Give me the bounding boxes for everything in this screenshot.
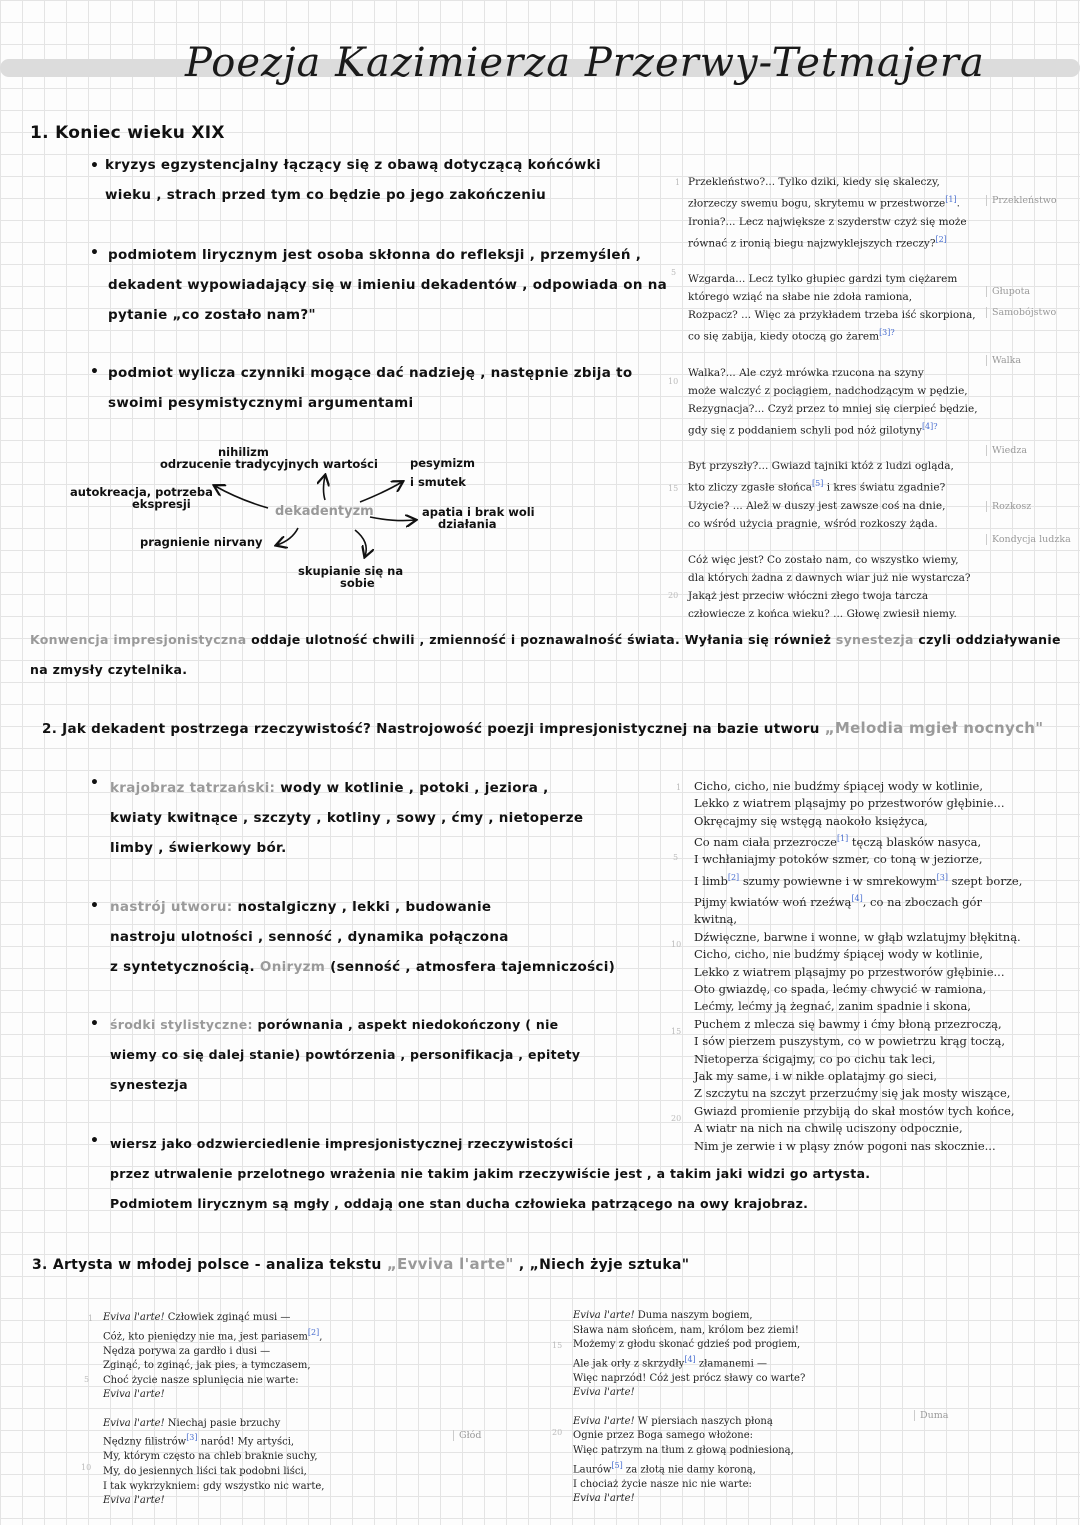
bullet-dot: • bbox=[90, 775, 99, 791]
mindmap-skupianie: skupianie się na bbox=[298, 564, 404, 578]
s1-bullet1-line2: wieku , strach przed tym co będzie po jego zakończeniu bbox=[105, 187, 547, 203]
line-number: 15 bbox=[668, 484, 679, 493]
mindmap-sobie: sobie bbox=[340, 576, 375, 590]
poem1-stanza: Wzgarda... Lecz tylko głupiec gardzi tym ciężarem którego wziąć na słabe nie zdoła ramiona, Rozpacz? ... Więc za przykładem trzeba iść skorpiona, co się zabija, kiedy otoczą go żarem$^{[3]?}$ bbox=[688, 273, 976, 343]
s2-bullet1-line1: krajobraz tatrzański: wody w kotlinie , potoki , jeziora , bbox=[110, 780, 549, 796]
s1-bullet2-line1: podmiotem lirycznym jest osoba skłonna do refleksji , przemyśleń , bbox=[108, 247, 642, 263]
side-note: Samobójstwo bbox=[986, 307, 1056, 318]
s2-bullet4-line3: Podmiotem lirycznym są mgły , oddają one stan ducha człowieka patrzącego na owy krajobraz. bbox=[110, 1196, 809, 1211]
arrow-pesymizm bbox=[360, 482, 402, 502]
page-title: Poezja Kazimierza Przerwy-Tetmajera bbox=[185, 40, 985, 86]
mindmap-odrzucenie: odrzucenie tradycyjnych wartości bbox=[160, 457, 378, 471]
mindmap-autokreacja: autokreacja, potrzeba bbox=[70, 485, 213, 499]
side-note: Przekleństwo bbox=[986, 195, 1057, 206]
mindmap-apatia: apatia i brak woli bbox=[422, 505, 535, 519]
bullet-dot: • bbox=[90, 364, 99, 380]
section2-heading: 2. Jak dekadent postrzega rzeczywistość? Nastrojowość poezji impresjonistycznej na bazie utworu „Melodia mgieł nocnych" bbox=[42, 719, 1044, 737]
line-number: 20 bbox=[552, 1428, 563, 1437]
s1-bullet1-line1: kryzys egzystencjalny łączący się z obawą dotyczącą końcówki bbox=[105, 157, 601, 173]
line-number: 1 bbox=[675, 178, 681, 187]
poem3-stanza: Eviva l'arte! Niechaj pasie brzuchy Nędzny filistrów[3] naród! My artyści, My, którym często na chleb braknie suchy, My, do jesiennych liści tak podobni liści, I tak wykrzykniem: gdy wszystko nic warte, Eviva l'arte! bbox=[103, 1417, 325, 1507]
line-number: 1 bbox=[88, 1314, 94, 1323]
line-number: 15 bbox=[552, 1341, 563, 1350]
s1-bullet3-line2: swoimi pesymistycznymi argumentami bbox=[108, 395, 414, 411]
s2-bullet3-line3: synestezja bbox=[110, 1077, 188, 1092]
s1-bullet2-line2: dekadent wypowiadający się w imieniu dekadentów , odpowiada on na bbox=[108, 277, 668, 293]
mindmap-center: dekadentyzm bbox=[275, 504, 374, 519]
poem3-stanza: Eviva l'arte! Duma naszym bogiem, Sława nam słońcem, nam, królom bez ziemi! Możemy z głodu skonać gdzieś pod progiem, Ale jak orły z skrzydły[4] złamanemi — Więc naprzód! Cóż jest prócz sławy co warte? Eviva l'arte! bbox=[573, 1310, 806, 1399]
poem3-stanza: Eviva l'arte! W piersiach naszych płoną Ognie przez Boga samego włożone: Więc patrzym na tłum z głową podniesioną, Laurów[5] za złotą nie damy koroną, I chociaż życie nasze nic nie warte: Eviva l'arte! bbox=[573, 1415, 794, 1505]
side-note: Duma bbox=[914, 1410, 948, 1421]
side-note: Rozkosz bbox=[986, 501, 1031, 512]
s2-bullet4-line1: wiersz jako odzwierciedlenie impresjonistycznej rzeczywistości bbox=[110, 1136, 574, 1151]
line-number: 1 bbox=[676, 783, 682, 792]
line-number: 20 bbox=[671, 1114, 682, 1123]
section3-heading: 3. Artysta w młodej polsce - analiza tekstu „Evviva l'arte" , „Niech żyje sztuka" bbox=[32, 1255, 690, 1273]
poem1 bbox=[688, 173, 1008, 623]
line-number: 10 bbox=[81, 1463, 92, 1472]
line-number: 10 bbox=[671, 940, 682, 949]
arrow-apatia bbox=[370, 517, 415, 521]
mindmap-dzialania: działania bbox=[438, 517, 497, 531]
arrow-nirwana bbox=[277, 528, 298, 545]
bullet-dot: • bbox=[90, 898, 99, 914]
poem1-stanza: Walka?... Ale czyż mrówka rzucona na szyny może walczyć z pociągiem, nadchodzącym w pędzie, Rezygnacja?... Czyż przez to mniej się cierpieć będzie, gdy się z poddaniem schyli pod nóż gilotyny$^{[4]?}$ bbox=[688, 366, 978, 436]
s2-bullet4-line2: przez utrwalenie przelotnego wrażenia nie takim jakim rzeczywiście jest , a takim jaki widzi go artysta. bbox=[110, 1166, 871, 1181]
bullet-dot: • bbox=[90, 158, 99, 174]
side-note: Głód bbox=[453, 1430, 481, 1441]
s2-bullet2-line1: nastrój utworu: nostalgiczny , lekki , budowanie bbox=[110, 899, 492, 915]
mindmap-smutek: i smutek bbox=[410, 475, 466, 489]
poem3-left bbox=[103, 1311, 443, 1509]
section1-heading: 1. Koniec wieku XIX bbox=[30, 123, 225, 143]
bullet-dot: • bbox=[90, 1016, 99, 1032]
side-note: Kondycja ludzka bbox=[986, 534, 1071, 545]
side-note: Głupota bbox=[986, 286, 1030, 297]
poem3-stanza: Eviva l'arte! Człowiek zginąć musi — Cóż, kto pieniędzy nie ma, jest pariasem[2], Nędza porywa za gardło i dusi — Zginąć, to zginąć, jak pies, a tymczasem, Choć życie nasze splunięcia nie warte: Eviva l'arte! bbox=[103, 1312, 323, 1401]
mindmap-nihilizm: nihilizm bbox=[218, 445, 269, 459]
impresjonizm-line1: Konwencja impresjonistyczna oddaje ulotność chwili , zmienność i poznawalność świata. Wyłania się również synestezja czyli oddziaływanie bbox=[30, 632, 1061, 647]
s2-bullet3-line1: środki stylistyczne: porównania , aspekt niedokończony ( nie bbox=[110, 1017, 559, 1032]
bullet-dot: • bbox=[90, 245, 99, 261]
s2-bullet1-line2: kwiaty kwitnące , szczyty , kotliny , sowy , ćmy , nietoperze bbox=[110, 810, 584, 826]
s1-bullet2-line3: pytanie „co zostało nam?" bbox=[108, 307, 316, 323]
mindmap-pesymizm: pesymizm bbox=[410, 456, 475, 470]
line-number: 15 bbox=[671, 1027, 682, 1036]
mindmap-arrows bbox=[0, 0, 600, 600]
arrow-autokreacja bbox=[215, 486, 268, 508]
poem3-right bbox=[573, 1309, 903, 1507]
poem2: Cicho, cicho, nie budźmy śpiącej wody w kotlinie, Lekko z wiatrem pląsajmy po przestworów głębinie... Okręcajmy się wstęgą naokoło księżyca, Co nam ciała przezrocze[1] tęczą blasków nasyca, I wchłaniajmy potoków szmer, co toną w jeziorze, I limb[2] szumy powiewne i w smrekowym[3] szept borze, Pijmy kwiatów woń rzeźwą[4], co na zboczach gór kwitną, Dźwięczne, barwne i wonne, w głąb wzlatujmy błękitną. Cicho, cicho, nie budźmy śpiącej wody w kotlinie, Lekko z wiatrem pląsajmy po przestworów głębinie... Oto gwiazdę, co spada, lećmy chwycić w ramiona, Lećmy, lećmy ją żegnać, zanim spadnie i skona, Puchem z mlecza się bawmy i ćmy błoną przezroczą, I sów pierzem puszystym, co w powietrzu krąg toczą, Nietoperza ścigajmy, co po cichu tak leci, Jak my same, i w nikłe oplatajmy go sieci, Z szczytu na szczyt przerzućmy się jak mosty wiszące, Gwiazd promienie przybiją do skał mostów tych końce, A wiatr na nich na chwilę uciszony odpocznie, Nim je zerwie i w pląsy znów pogoni nas skocznie... bbox=[694, 779, 1023, 1153]
line-number: 5 bbox=[673, 853, 679, 862]
line-number: 5 bbox=[671, 268, 677, 277]
s2-bullet2-line2: nastroju ulotności , senność , dynamika połączona bbox=[110, 929, 509, 945]
mindmap-ekspresji: ekspresji bbox=[132, 497, 191, 511]
poem1-stanza: Przekleństwo?... Tylko dziki, kiedy się skaleczy, złorzeczy swemu bogu, skrytemu w przestworze[1]. Ironia?... Lecz największe z szyderstw czyż się może równać z ironią biegu najzwyklejszych rzeczy?[2] bbox=[688, 176, 967, 249]
poem1-stanza: Cóż więc jest? Co zostało nam, co wszystko wiemy, dla których żadna z dawnych wiar już nie wystarcza? Jakąż jest przeciw włóczni złego twoja tarcza człowiecze z końca wieku? ... Głowę zwiesił niemy. bbox=[688, 553, 971, 620]
bullet-dot: • bbox=[90, 1133, 99, 1149]
s2-bullet2-line3: z syntetycznością. Oniryzm (senność , atmosfera tajemniczości) bbox=[110, 959, 616, 975]
s1-bullet3-line1: podmiot wylicza czynniki mogące dać nadzieję , następnie zbija to bbox=[108, 365, 633, 381]
arrow-odrzucenie bbox=[324, 476, 326, 500]
impresjonizm-line2: na zmysły czytelnika. bbox=[30, 662, 188, 677]
line-number: 10 bbox=[668, 377, 679, 386]
line-number: 20 bbox=[668, 591, 679, 600]
mindmap-nirwana: pragnienie nirvany bbox=[140, 535, 263, 549]
side-note: Wiedza bbox=[986, 445, 1027, 456]
arrow-skupianie bbox=[355, 530, 366, 556]
side-note: Walka bbox=[986, 355, 1021, 366]
line-number: 5 bbox=[84, 1375, 90, 1384]
s2-bullet1-line3: limby , świerkowy bór. bbox=[110, 840, 287, 856]
s2-bullet3-line2: wiemy co się dalej stanie) powtórzenia , personifikacja , epitety bbox=[110, 1047, 581, 1062]
poem1-stanza: Byt przyszły?... Gwiazd tajniki któż z ludzi ogląda, kto zliczy zgasłe słońca[5] i kres światu zgadnie? Użycie? ... Alež w duszy jest zawsze coś na dnie, co wśród użycia pragnie, wśród rozkoszy żąda. bbox=[688, 460, 954, 530]
